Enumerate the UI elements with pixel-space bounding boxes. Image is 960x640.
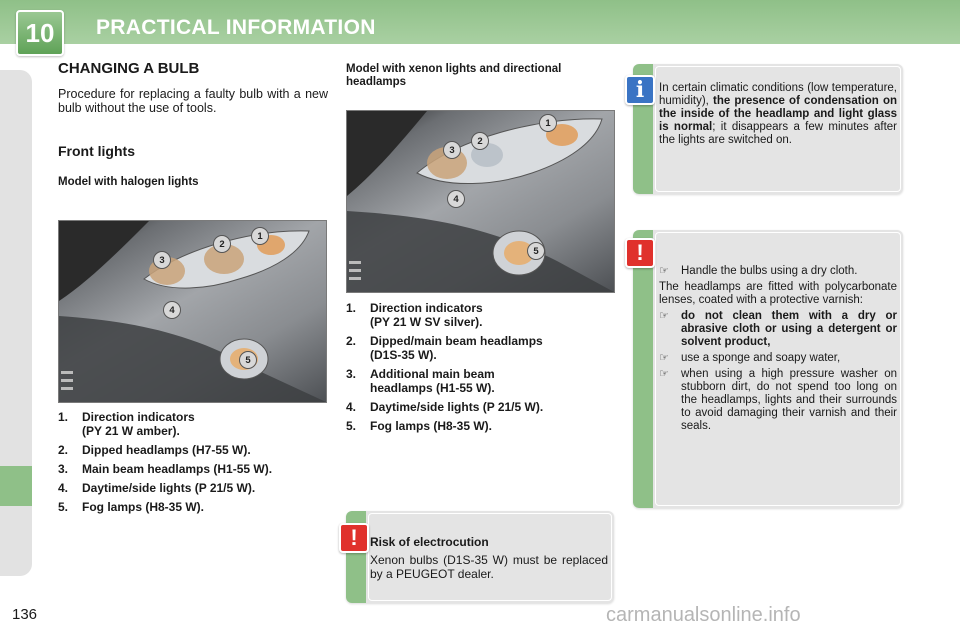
halogen-photo-illustration: [59, 221, 326, 402]
item-number: 2.: [58, 443, 69, 457]
pointing-hand-icon: ☞: [659, 310, 669, 322]
item-text: Dipped headlamps (H7-55 W).: [82, 443, 251, 457]
list-item: [58, 481, 338, 495]
left-column: [58, 60, 328, 189]
watermark: carmanualsonline.info: [606, 604, 801, 626]
item-text: Dipped/main beam headlamps (D1S-35 W).: [370, 334, 543, 362]
warning-bullet: [659, 310, 897, 349]
callout-2: 2: [213, 235, 231, 253]
info-text-emphasis: the presence of condensation on the inside of the headlamp and light glass is normal: [659, 95, 897, 133]
list-item: [346, 334, 616, 362]
list-item: [58, 410, 338, 438]
info-icon: i: [625, 75, 655, 105]
pointing-hand-icon: ☞: [659, 368, 669, 380]
list-item: [346, 367, 616, 395]
warning-bullet: [659, 265, 897, 278]
item-number: 4.: [58, 481, 69, 495]
item-text: Main beam headlamps (H1-55 W).: [82, 462, 273, 476]
list-item: [346, 400, 616, 414]
callout-5: 5: [527, 242, 545, 260]
item-number: 5.: [58, 500, 69, 514]
item-number: 1.: [346, 301, 357, 315]
list-item: [58, 500, 338, 514]
warning-text: [659, 265, 897, 436]
item-text: Daytime/side lights (P 21/5 W).: [370, 400, 544, 414]
halogen-bulb-list: [58, 410, 338, 519]
callout-3: 3: [153, 251, 171, 269]
page-title: PRACTICAL INFORMATION: [96, 16, 376, 39]
chapter-number-badge: 10: [16, 10, 64, 56]
warning-icon: !: [625, 238, 655, 268]
list-item: [346, 419, 616, 433]
page-number: 136: [12, 606, 38, 623]
electrocution-title: Risk of electrocution: [370, 535, 489, 549]
list-item: [346, 301, 616, 329]
item-text: Direction indicators (PY 21 W amber).: [82, 410, 195, 438]
item-number: 3.: [58, 462, 69, 476]
item-number: 2.: [346, 334, 357, 348]
list-item: [58, 443, 338, 457]
bullet-text: when using a high pressure washer on stubborn dirt, do not spend too long on the headlamps, lights and their surrounds to avoid damaging their varnish and their seals.: [681, 368, 897, 432]
xenon-headlamp-photo: [346, 110, 615, 293]
subsection-title: Front lights: [58, 143, 135, 159]
item-text: Direction indicators (PY 21 W SV silver).: [370, 301, 483, 329]
xenon-model-title: Model with xenon lights and directional headlamps: [346, 63, 562, 88]
item-text: Additional main beam headlamps (H1-55 W).: [370, 367, 495, 395]
item-number: 4.: [346, 400, 357, 414]
callout-5: 5: [239, 351, 257, 369]
pointing-hand-icon: ☞: [659, 352, 669, 364]
item-number: 3.: [346, 367, 357, 381]
callout-1: 1: [251, 227, 269, 245]
electrocution-text: Xenon bulbs (D1S-35 W) must be replaced by a PEUGEOT dealer.: [370, 553, 608, 581]
callout-3: 3: [443, 141, 461, 159]
xenon-bulb-list: [346, 301, 616, 438]
callout-4: 4: [163, 301, 181, 319]
warning-bullet: [659, 352, 897, 365]
callout-2: 2: [471, 132, 489, 150]
item-text: Fog lamps (H8-35 W).: [370, 419, 493, 433]
item-text: Daytime/side lights (P 21/5 W).: [82, 481, 256, 495]
item-number: 5.: [346, 419, 357, 433]
warning-paragraph: The headlamps are fitted with polycarbonate lenses, coated with a protective varnish:: [659, 281, 897, 306]
list-item: [58, 462, 338, 476]
pointing-hand-icon: ☞: [659, 265, 669, 277]
halogen-model-title: Model with halogen lights: [58, 176, 199, 188]
callout-4: 4: [447, 190, 465, 208]
item-number: 1.: [58, 410, 69, 424]
chapter-tab-marker: [0, 466, 32, 506]
section-title: CHANGING A BULB: [58, 60, 200, 77]
bullet-text: use a sponge and soapy water,: [681, 352, 841, 364]
info-text-intro: In certain climatic conditions (low temperature, humidity),: [659, 82, 897, 107]
halogen-headlamp-photo: [58, 220, 327, 403]
callout-1: 1: [539, 114, 557, 132]
bullet-text: do not clean them with a dry or abrasive cloth or using a detergent or solvent product,: [681, 310, 897, 348]
bullet-text: Handle the bulbs using a dry cloth.: [681, 265, 858, 277]
item-text: Fog lamps (H8-35 W).: [82, 500, 205, 514]
info-text-end: ; it disappears a few minutes after the lights are switched on.: [659, 121, 897, 146]
warning-icon: !: [339, 523, 369, 553]
info-text: [659, 82, 897, 147]
warning-bullet: [659, 368, 897, 433]
intro-paragraph: Procedure for replacing a faulty bulb with a new bulb without the use of tools.: [58, 87, 328, 115]
